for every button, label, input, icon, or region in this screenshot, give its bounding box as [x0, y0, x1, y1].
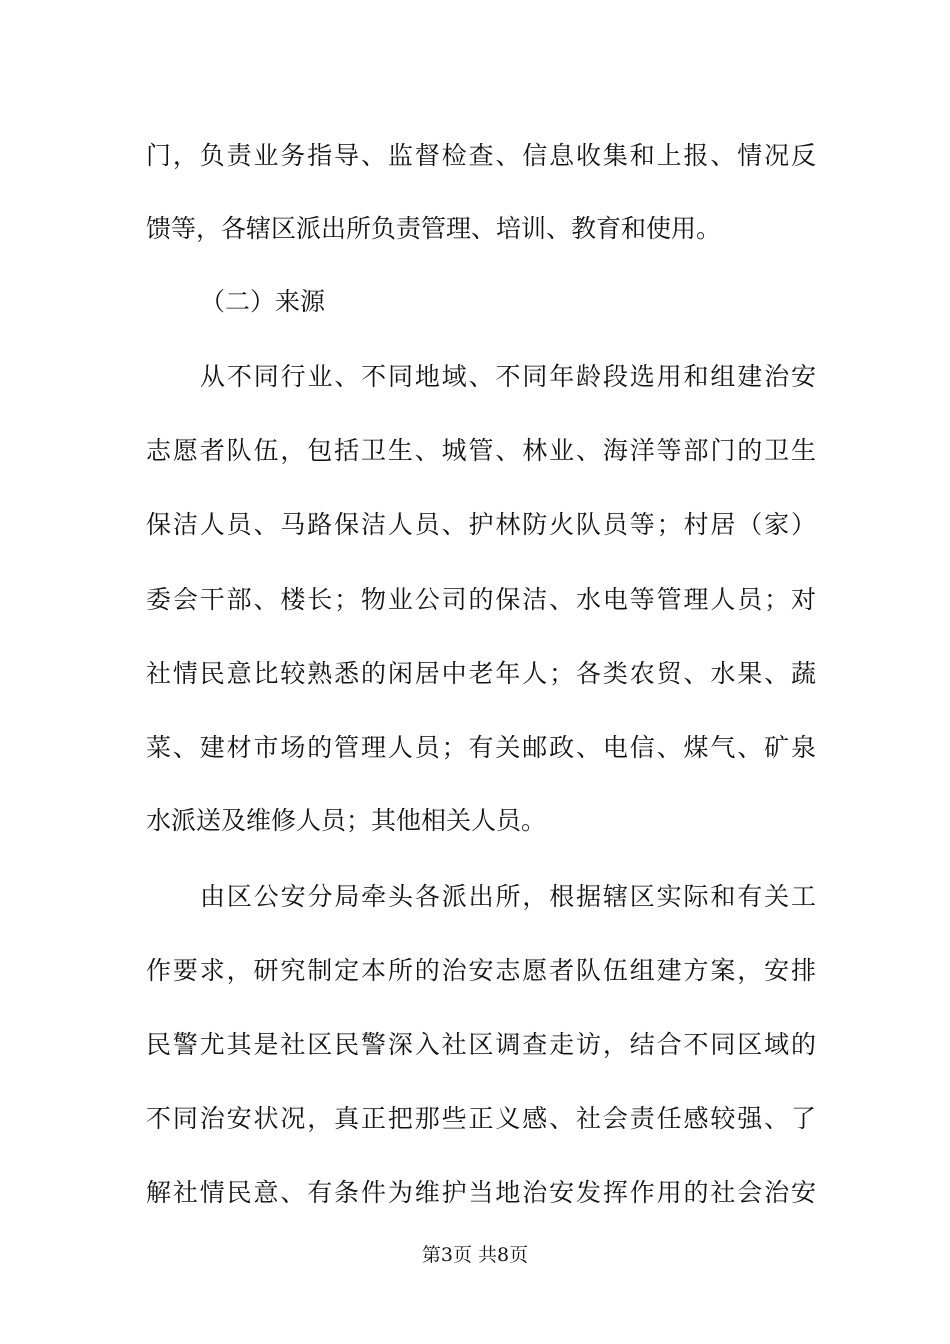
section-heading: （二）来源 [200, 287, 326, 316]
body-line-4: 从不同行业、不同地域、不同年龄段选用和组建治安 [200, 362, 816, 391]
body-line-11: 由区公安分局牵头各派出所，根据辖区实际和有关工 [200, 882, 816, 911]
body-line-9: 菜、建材市场的管理人员；有关邮政、电信、煤气、矿泉 [146, 733, 816, 762]
body-line-6: 保洁人员、马路保洁人员、护林防火队员等；村居（家） [146, 510, 816, 539]
body-line-15: 解社情民意、有条件为维护当地治安发挥作用的社会治安 [146, 1178, 816, 1207]
body-line-7: 委会干部、楼长；物业公司的保洁、水电等管理人员；对 [146, 585, 816, 614]
body-line-14: 不同治安状况，真正把那些正义感、社会责任感较强、了 [146, 1104, 816, 1133]
page-footer: 第3页 共8页 [421, 1244, 529, 1266]
body-line-5: 志愿者队伍，包括卫生、城管、林业、海洋等部门的卫生 [146, 436, 816, 465]
body-line-13: 民警尤其是社区民警深入社区调查走访，结合不同区域的 [146, 1030, 816, 1059]
body-line-10: 水派送及维修人员；其他相关人员。 [146, 806, 547, 835]
body-line-8: 社情民意比较熟悉的闲居中老年人；各类农贸、水果、蔬 [146, 659, 816, 688]
body-line-12: 作要求，研究制定本所的治安志愿者队伍组建方案，安排 [146, 956, 816, 985]
body-line-2: 馈等，各辖区派出所负责管理、培训、教育和使用。 [146, 214, 722, 243]
body-line-1: 门，负责业务指导、监督检查、信息收集和上报、情况反 [146, 141, 816, 170]
